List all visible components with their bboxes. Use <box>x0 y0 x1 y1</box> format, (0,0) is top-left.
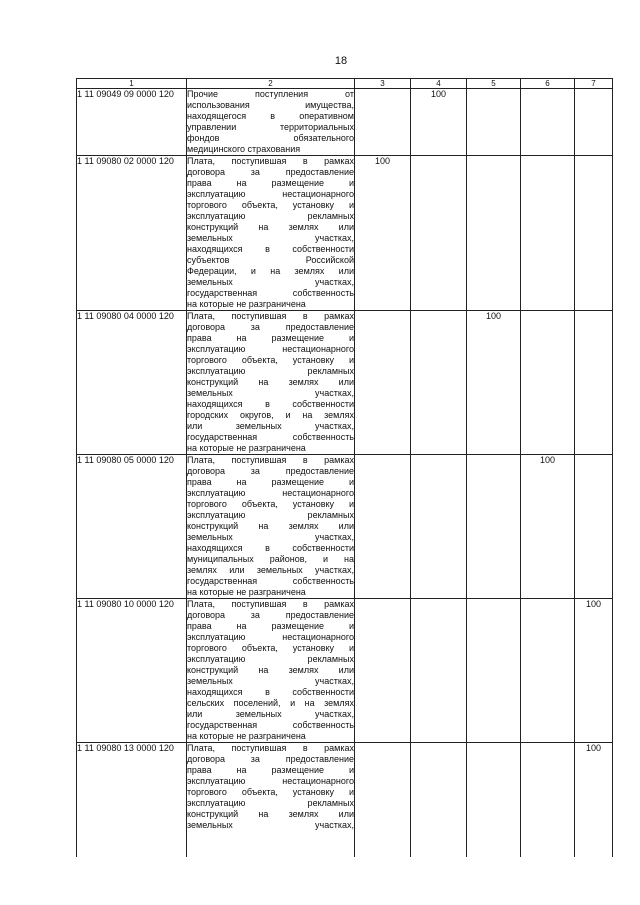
value-cell-col5 <box>467 599 521 743</box>
value-cell-col6 <box>521 156 575 311</box>
description-line: договора за предоставление <box>187 466 354 476</box>
budget-code-cell: 1 11 09049 09 0000 120 <box>77 89 187 156</box>
header-col-7: 7 <box>575 79 613 89</box>
description-cell <box>187 156 355 311</box>
description-line: торгового объекта, установку и <box>187 200 354 210</box>
description-line: находящихся в собственности <box>187 687 354 697</box>
description-line: на которые не разграничена <box>187 299 306 309</box>
description-line: сельских поселений, и на землях <box>187 698 354 708</box>
description-line: эксплуатацию рекламных <box>187 798 354 808</box>
table-row <box>77 455 613 599</box>
description-line: использования имущества, <box>187 100 354 110</box>
value-cell-col3 <box>355 455 411 599</box>
page-number: 18 <box>334 55 348 67</box>
description-line: муниципальных районов, и на <box>187 554 354 564</box>
description-line: землях или земельных участках, <box>187 565 354 575</box>
header-col-1: 1 <box>77 79 187 89</box>
value-cell-col7 <box>575 89 613 156</box>
value-cell-col5: 100 <box>467 311 521 455</box>
header-col-5: 5 <box>467 79 521 89</box>
description-line: государственная собственность <box>187 288 354 298</box>
value-cell-col3 <box>355 599 411 743</box>
value-cell-col3 <box>355 311 411 455</box>
description-line: находящихся в собственности <box>187 244 354 254</box>
description-line: или земельных участках, <box>187 709 354 719</box>
description-line: права на размещение и <box>187 477 354 487</box>
value-cell-col4 <box>411 599 467 743</box>
budget-code-cell: 1 11 09080 04 0000 120 <box>77 311 187 455</box>
description-line: договора за предоставление <box>187 754 354 764</box>
description-line: торгового объекта, установку и <box>187 499 354 509</box>
description-line: фондов обязательного <box>187 133 354 143</box>
budget-code-cell: 1 11 09080 10 0000 120 <box>77 599 187 743</box>
description-cell <box>187 311 355 455</box>
value-cell-col7 <box>575 156 613 311</box>
description-line: права на размещение и <box>187 765 354 775</box>
description-line: торгового объекта, установку и <box>187 787 354 797</box>
description-line: эксплуатацию рекламных <box>187 510 354 520</box>
description-line: государственная собственность <box>187 432 354 442</box>
description-line: Федерации, и на землях или <box>187 266 354 276</box>
description-line: договора за предоставление <box>187 167 354 177</box>
description-line: земельных участках, <box>187 532 354 542</box>
table-row <box>77 311 613 455</box>
description-line: находящихся в собственности <box>187 543 354 553</box>
value-cell-col3: 100 <box>355 156 411 311</box>
value-cell-col4: 100 <box>411 89 467 156</box>
description-line: на которые не разграничена <box>187 731 306 741</box>
value-cell-col4 <box>411 743 467 858</box>
description-line: эксплуатацию рекламных <box>187 366 354 376</box>
description-line: конструкций на землях или <box>187 521 354 531</box>
description-line: земельных участках, <box>187 820 354 830</box>
description-line: эксплуатацию нестационарного <box>187 488 354 498</box>
value-cell-col7: 100 <box>575 599 613 743</box>
description-line: Прочие поступления от <box>187 89 354 99</box>
description-cell <box>187 599 355 743</box>
description-line: договора за предоставление <box>187 322 354 332</box>
value-cell-col4 <box>411 156 467 311</box>
description-line: права на размещение и <box>187 621 354 631</box>
value-cell-col6 <box>521 311 575 455</box>
description-line: конструкций на землях или <box>187 377 354 387</box>
header-col-6: 6 <box>521 79 575 89</box>
description-line: Плата, поступившая в рамках <box>187 455 354 465</box>
table-row <box>77 599 613 743</box>
description-cell <box>187 89 355 156</box>
value-cell-col4 <box>411 455 467 599</box>
description-line: торгового объекта, установку и <box>187 643 354 653</box>
budget-code-cell: 1 11 09080 05 0000 120 <box>77 455 187 599</box>
description-line: Плата, поступившая в рамках <box>187 156 354 166</box>
value-cell-col5 <box>467 156 521 311</box>
value-cell-col6: 100 <box>521 455 575 599</box>
table-row <box>77 89 613 156</box>
value-cell-col6 <box>521 89 575 156</box>
header-col-4: 4 <box>411 79 467 89</box>
value-cell-col5 <box>467 89 521 156</box>
value-cell-col7 <box>575 311 613 455</box>
description-line: земельных участках, <box>187 277 354 287</box>
description-line: эксплуатацию нестационарного <box>187 344 354 354</box>
value-cell-col5 <box>467 455 521 599</box>
description-line: Плата, поступившая в рамках <box>187 311 354 321</box>
value-cell-col6 <box>521 599 575 743</box>
description-cell <box>187 455 355 599</box>
budget-code-cell: 1 11 09080 13 0000 120 <box>77 743 187 858</box>
description-line: земельных участках, <box>187 388 354 398</box>
description-line: управлении территориальных <box>187 122 354 132</box>
description-line: конструкций на землях или <box>187 809 354 819</box>
description-line: субъектов Российской <box>187 255 354 265</box>
header-row <box>77 79 613 89</box>
description-line: Плата, поступившая в рамках <box>187 599 354 609</box>
table-body <box>77 89 613 858</box>
header-col-2: 2 <box>187 79 355 89</box>
description-line: земельных участках, <box>187 233 354 243</box>
description-line: конструкций на землях или <box>187 222 354 232</box>
description-line: эксплуатацию рекламных <box>187 654 354 664</box>
description-line: на которые не разграничена <box>187 587 306 597</box>
header-col-3: 3 <box>355 79 411 89</box>
description-line: земельных участках, <box>187 676 354 686</box>
table-row <box>77 156 613 311</box>
description-line: права на размещение и <box>187 178 354 188</box>
table-header <box>77 79 613 89</box>
value-cell-col6 <box>521 743 575 858</box>
description-line: конструкций на землях или <box>187 665 354 675</box>
description-line: торгового объекта, установку и <box>187 355 354 365</box>
description-line: эксплуатацию нестационарного <box>187 632 354 642</box>
description-line: находящихся в собственности <box>187 399 354 409</box>
budget-code-cell: 1 11 09080 02 0000 120 <box>77 156 187 311</box>
description-line: права на размещение и <box>187 333 354 343</box>
description-line: или земельных участках, <box>187 421 354 431</box>
revenue-codes-table <box>76 78 613 857</box>
description-line: на которые не разграничена <box>187 443 306 453</box>
description-cell <box>187 743 355 858</box>
value-cell-col7 <box>575 455 613 599</box>
table-row <box>77 743 613 858</box>
value-cell-col4 <box>411 311 467 455</box>
description-line: эксплуатацию рекламных <box>187 211 354 221</box>
description-line: Плата, поступившая в рамках <box>187 743 354 753</box>
description-line: эксплуатацию нестационарного <box>187 776 354 786</box>
description-line: городских округов, и на землях <box>187 410 354 420</box>
value-cell-col7: 100 <box>575 743 613 858</box>
description-line: эксплуатацию нестационарного <box>187 189 354 199</box>
description-line: находящегося в оперативном <box>187 111 354 121</box>
description-line: государственная собственность <box>187 720 354 730</box>
description-line: медицинского страхования <box>187 144 301 154</box>
value-cell-col5 <box>467 743 521 858</box>
value-cell-col3 <box>355 89 411 156</box>
description-line: договора за предоставление <box>187 610 354 620</box>
description-line: государственная собственность <box>187 576 354 586</box>
value-cell-col3 <box>355 743 411 858</box>
